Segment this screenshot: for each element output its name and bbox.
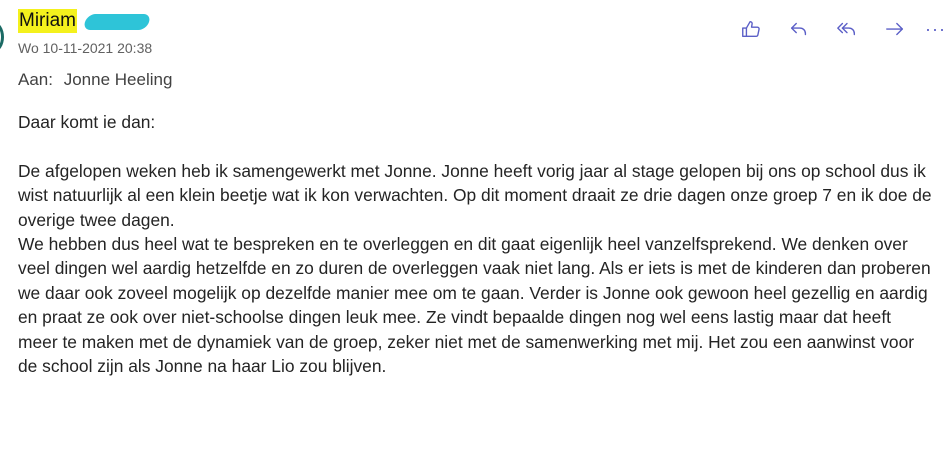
paragraph-2: We hebben dus heel wat te bespreken en te overleggen en dit gaat eigenlijk heel vanzelfsprekend. We denken over veel dingen wel aardig hetzelfde en zo duren de overleggen vaak niet lang. Als er iets is met de kinderen dan proberen we daar ook zoveel mogelijk op dezelfde manier mee om te gaan. Verder is Jonne ook gewoon heel gezellig en aardig en praat ze ook over niet-schoolse dingen leuk mee. Ze vindt bepaalde dingen nog wel eens lastig maar dat heeft meer te maken met de dynamiek van de groep, zeker niet met de samenwerking met mij. Het zou een aanwinst voor de school zijn als Jonne na haar Lio zou blijven. xyxy=(18,234,931,377)
like-icon xyxy=(740,18,762,40)
recipient-line xyxy=(18,70,172,90)
recipient-name[interactable]: Jonne Heeling xyxy=(63,70,173,89)
message-body xyxy=(18,110,933,378)
more-options-button[interactable] xyxy=(925,14,947,44)
sender-name[interactable]: Miriam xyxy=(19,10,76,31)
reply-all-icon xyxy=(836,18,858,40)
greeting: Daar komt ie dan: xyxy=(18,112,156,132)
like-button[interactable] xyxy=(736,14,766,44)
reply-icon xyxy=(788,18,810,40)
redaction-mark xyxy=(82,14,151,30)
reply-all-button[interactable] xyxy=(832,14,862,44)
to-label: Aan: xyxy=(18,70,53,89)
more-icon: ··· xyxy=(925,18,946,39)
paragraph-1: De afgelopen weken heb ik samengewerkt met Jonne. Jonne heeft vorig jaar al stage gelopen bij ons op school dus ik wist natuurlijk al een klein beetje wat ik kon verwachten. Op dit moment draait ze drie dagen onze groep 7 en ik doe de overige twee dagen. xyxy=(18,160,932,230)
forward-button[interactable] xyxy=(880,14,910,44)
forward-icon xyxy=(884,18,906,40)
sender-header xyxy=(18,8,149,34)
reply-button[interactable] xyxy=(784,14,814,44)
message-date: Wo 10-11-2021 20:38 xyxy=(18,40,153,56)
message-actions xyxy=(736,14,928,44)
avatar xyxy=(0,22,4,52)
